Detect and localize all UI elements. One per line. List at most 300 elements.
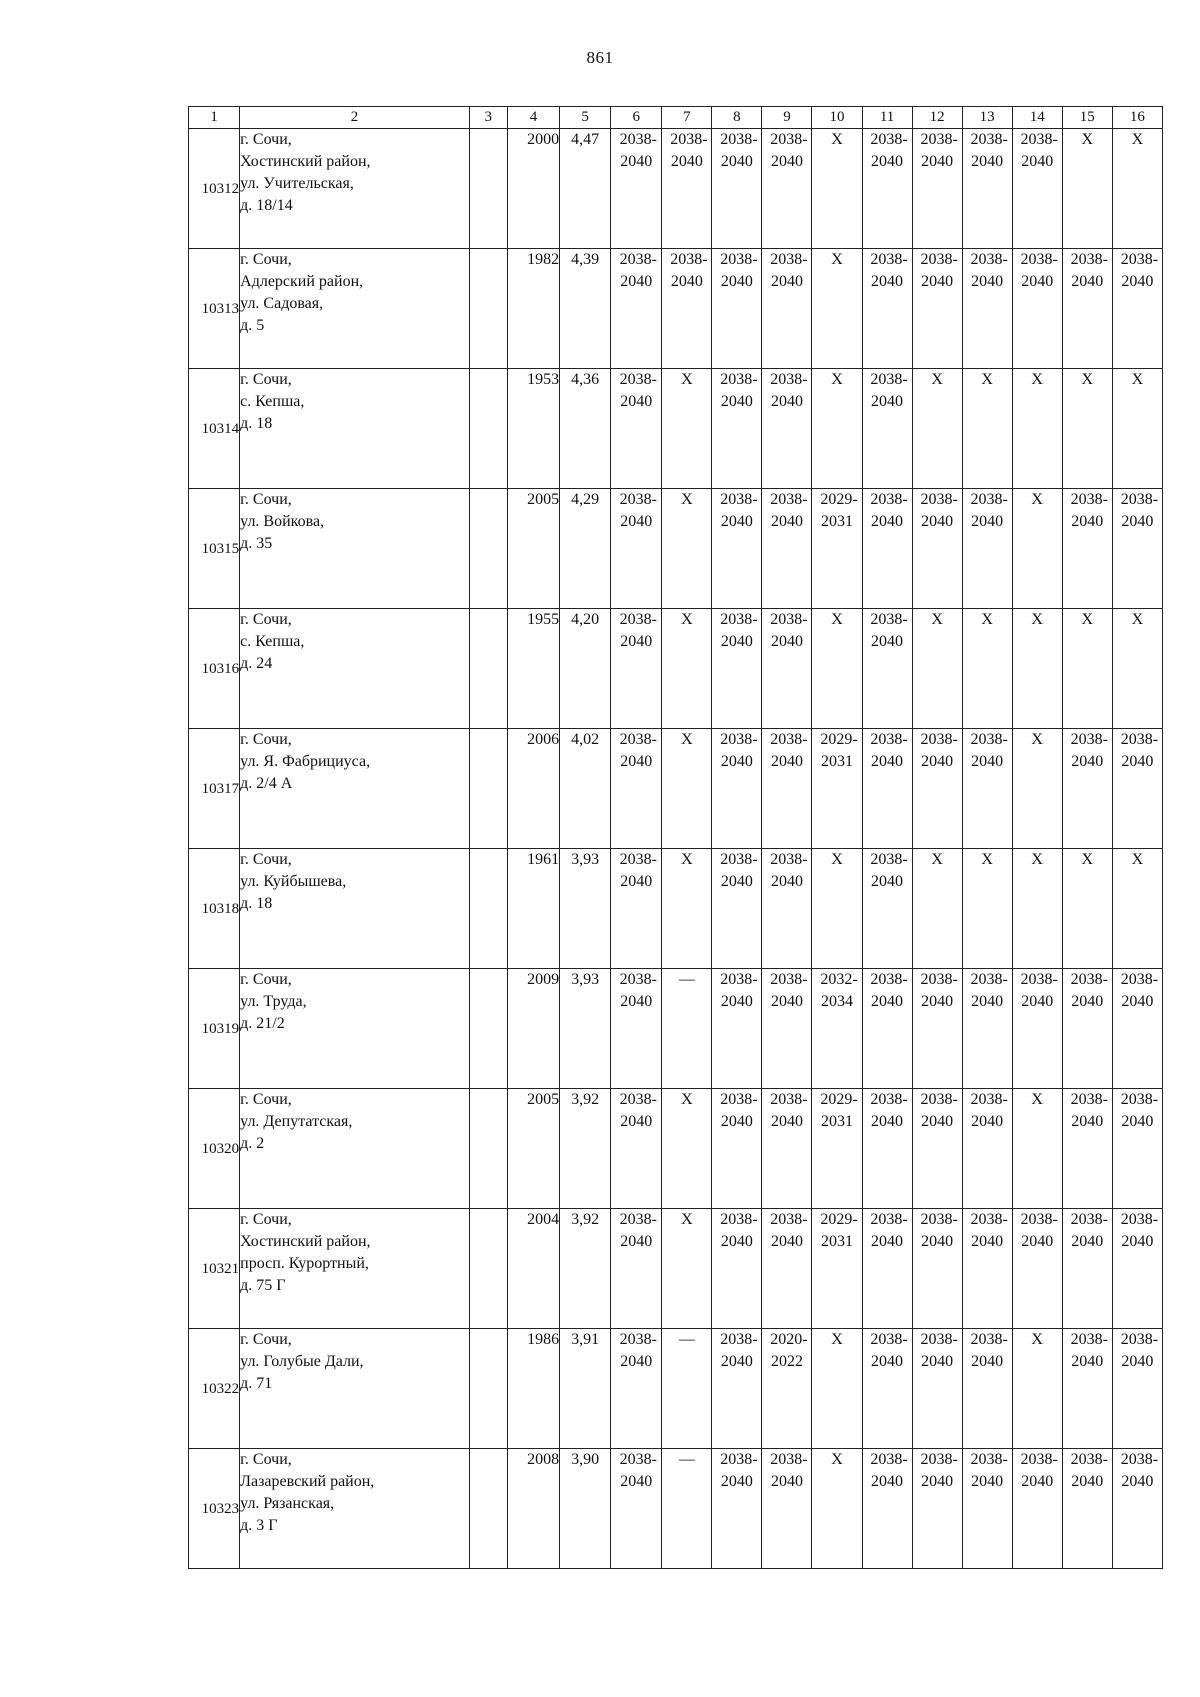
period-cell [1112, 129, 1162, 249]
period-start: 2038- [619, 491, 657, 508]
year-cell: 2006 [507, 729, 559, 849]
value-cell: 3,93 [560, 849, 611, 969]
year-cell: 2005 [507, 1089, 559, 1209]
period-start: 2038- [1020, 131, 1058, 148]
period-cell [762, 849, 812, 969]
period-start: X [681, 1211, 693, 1228]
period-cell [1062, 1449, 1112, 1569]
address-line: д. 18/14 [240, 197, 293, 214]
period-start: X [931, 611, 943, 628]
year-cell: 1955 [507, 609, 559, 729]
period-start: 2038- [970, 491, 1008, 508]
record-number: 10312 [189, 129, 240, 249]
period-end: 2040 [1121, 753, 1154, 770]
record-number: 10321 [189, 1209, 240, 1329]
address-line: д. 75 Г [240, 1277, 286, 1294]
address-line: д. 2 [240, 1135, 265, 1152]
period-cell [762, 729, 812, 849]
period-cell [912, 1329, 962, 1449]
address-cell [240, 129, 470, 249]
address-line: г. Сочи, [240, 731, 292, 748]
period-start: X [1031, 371, 1043, 388]
address-line: с. Кепша, [240, 393, 305, 410]
period-end: 2040 [921, 993, 954, 1010]
period-end: 2040 [1121, 1353, 1154, 1370]
period-cell [712, 1209, 762, 1329]
period-start: 2038- [770, 491, 808, 508]
period-cell [1062, 849, 1112, 969]
period-end: 2040 [1071, 753, 1104, 770]
period-cell [611, 849, 662, 969]
column-3-cell [469, 129, 507, 249]
value-cell: 4,36 [560, 369, 611, 489]
period-cell [1012, 1449, 1062, 1569]
period-cell [1062, 489, 1112, 609]
period-start: X [831, 1451, 843, 1468]
period-cell [1012, 1089, 1062, 1209]
period-end: 2040 [871, 1473, 904, 1490]
period-end: 2040 [921, 1353, 954, 1370]
period-cell [812, 1209, 862, 1329]
period-cell [862, 1089, 912, 1209]
period-end: 2040 [770, 153, 803, 170]
address-line: просп. Курортный, [240, 1255, 369, 1272]
period-start: 2038- [770, 251, 808, 268]
period-start: 2038- [870, 611, 908, 628]
period-cell [1112, 369, 1162, 489]
period-start: 2038- [770, 851, 808, 868]
period-cell [862, 129, 912, 249]
period-cell [962, 609, 1012, 729]
period-end: 2040 [971, 1473, 1004, 1490]
period-end: 2022 [770, 1353, 803, 1370]
period-end: 2040 [720, 753, 753, 770]
period-cell [912, 609, 962, 729]
period-end: 2040 [1071, 1113, 1104, 1130]
period-end: 2040 [971, 1113, 1004, 1130]
period-start: 2038- [1120, 1451, 1159, 1468]
period-end: 2040 [1071, 1233, 1104, 1250]
address-line: Адлерский район, [240, 273, 364, 290]
period-cell [1062, 129, 1112, 249]
period-cell [611, 1089, 662, 1209]
column-header: 12 [912, 107, 962, 129]
period-end: 2040 [1021, 273, 1054, 290]
address-line: Лазаревский район, [240, 1473, 375, 1490]
period-end: 2040 [1071, 273, 1104, 290]
period-cell [912, 249, 962, 369]
record-number: 10315 [189, 489, 240, 609]
period-cell [962, 1209, 1012, 1329]
period-cell [1112, 1209, 1162, 1329]
period-end: 2040 [1071, 993, 1104, 1010]
period-start: 2029- [820, 1211, 858, 1228]
period-start: 2038- [619, 131, 657, 148]
address-line: г. Сочи, [240, 1211, 292, 1228]
period-cell [1012, 369, 1062, 489]
year-cell: 2008 [507, 1449, 559, 1569]
period-cell [762, 969, 812, 1089]
period-start: 2038- [720, 1091, 758, 1108]
period-cell [1062, 369, 1112, 489]
value-cell: 3,92 [560, 1089, 611, 1209]
period-end: 2040 [720, 153, 753, 170]
period-start: 2038- [720, 611, 758, 628]
period-end: 2040 [871, 1353, 904, 1370]
period-cell [762, 1329, 812, 1449]
period-end: 2040 [1071, 1473, 1104, 1490]
period-start: 2038- [720, 251, 758, 268]
address-line: ул. Я. Фабрициуса, [240, 753, 371, 770]
period-cell [812, 1329, 862, 1449]
period-end: 2040 [1121, 993, 1154, 1010]
period-start: 2038- [920, 1211, 958, 1228]
period-cell [1112, 969, 1162, 1089]
period-start: 2038- [720, 971, 758, 988]
period-cell [712, 489, 762, 609]
period-start: 2029- [820, 1091, 858, 1108]
period-end: 2040 [770, 273, 803, 290]
period-cell [812, 1449, 862, 1569]
period-start: 2038- [770, 731, 808, 748]
address-cell [240, 249, 470, 369]
period-cell [812, 129, 862, 249]
period-start: 2038- [870, 1211, 908, 1228]
period-cell [611, 1329, 662, 1449]
period-start: 2038- [720, 131, 758, 148]
period-start: X [931, 371, 943, 388]
year-cell: 1982 [507, 249, 559, 369]
registry-table [188, 106, 1163, 1569]
period-end: 2031 [821, 513, 853, 530]
period-start: 2038- [870, 371, 908, 388]
period-start: 2038- [870, 971, 908, 988]
period-start: 2038- [1070, 971, 1108, 988]
period-start: 2038- [870, 491, 908, 508]
period-start: 2038- [1120, 1211, 1159, 1228]
period-end: 2040 [971, 153, 1004, 170]
period-start: 2038- [619, 251, 657, 268]
period-cell [712, 729, 762, 849]
period-cell [1112, 1449, 1162, 1569]
period-start: X [1081, 371, 1094, 388]
period-start: X [831, 371, 843, 388]
address-line: г. Сочи, [240, 1091, 292, 1108]
period-end: 2040 [720, 1353, 753, 1370]
period-end: 2040 [971, 993, 1004, 1010]
column-header: 11 [862, 107, 912, 129]
period-start: X [681, 731, 693, 748]
period-cell [1012, 729, 1062, 849]
period-cell [1112, 849, 1162, 969]
period-cell [762, 369, 812, 489]
period-end: 2040 [620, 273, 653, 290]
period-end: 2040 [720, 513, 753, 530]
period-cell [912, 369, 962, 489]
period-cell [1012, 969, 1062, 1089]
period-end: 2031 [821, 1113, 853, 1130]
period-start: — [678, 971, 695, 988]
period-end: 2040 [921, 1113, 954, 1130]
period-start: 2038- [1020, 971, 1058, 988]
period-cell [762, 1449, 812, 1569]
address-line: г. Сочи, [240, 251, 292, 268]
period-start: 2038- [870, 731, 908, 748]
column-3-cell [469, 369, 507, 489]
period-start: 2038- [970, 251, 1008, 268]
value-cell: 4,29 [560, 489, 611, 609]
period-end: 2040 [620, 633, 653, 650]
table-row [189, 969, 1163, 1089]
period-start: 2038- [770, 371, 808, 388]
period-start: 2032- [820, 971, 858, 988]
period-end: 2040 [1071, 1353, 1104, 1370]
period-cell [812, 849, 862, 969]
column-3-cell [469, 969, 507, 1089]
period-end: 2040 [1121, 513, 1154, 530]
period-start: 2038- [870, 1331, 908, 1348]
period-cell [1062, 249, 1112, 369]
period-end: 2040 [871, 633, 904, 650]
period-end: 2040 [1021, 993, 1054, 1010]
value-cell: 4,02 [560, 729, 611, 849]
period-cell [1062, 729, 1112, 849]
period-start: 2038- [920, 131, 958, 148]
period-cell [712, 1089, 762, 1209]
period-start: 2038- [720, 371, 758, 388]
period-start: 2038- [770, 971, 808, 988]
year-cell: 1986 [507, 1329, 559, 1449]
period-start: X [1081, 851, 1094, 868]
address-cell [240, 729, 470, 849]
period-end: 2040 [921, 273, 954, 290]
period-start: 2038- [720, 851, 758, 868]
period-cell [1112, 249, 1162, 369]
table-row [189, 249, 1163, 369]
period-end: 2040 [1021, 1473, 1054, 1490]
value-cell: 3,93 [560, 969, 611, 1089]
period-cell [912, 729, 962, 849]
column-header: 5 [560, 107, 611, 129]
period-start: X [831, 851, 843, 868]
period-start: 2038- [619, 1211, 657, 1228]
year-cell: 2004 [507, 1209, 559, 1329]
period-start: 2038- [619, 1091, 657, 1108]
address-cell [240, 369, 470, 489]
period-start: 2038- [920, 1091, 958, 1108]
period-cell [611, 489, 662, 609]
period-start: 2038- [920, 491, 958, 508]
period-cell [862, 1209, 912, 1329]
period-start: 2038- [720, 491, 758, 508]
period-cell [962, 1329, 1012, 1449]
table-row [189, 729, 1163, 849]
period-end: 2040 [921, 1233, 954, 1250]
period-start: 2029- [820, 491, 858, 508]
period-cell [662, 489, 712, 609]
period-cell [662, 1329, 712, 1449]
table-row [189, 489, 1163, 609]
period-start: 2038- [920, 1451, 958, 1468]
period-end: 2040 [720, 1473, 753, 1490]
address-line: д. 18 [240, 415, 273, 432]
period-cell [962, 1089, 1012, 1209]
period-end: 2040 [720, 1113, 753, 1130]
period-cell [762, 489, 812, 609]
year-cell: 2000 [507, 129, 559, 249]
column-header: 1 [189, 107, 240, 129]
period-cell [712, 1449, 762, 1569]
period-cell [812, 609, 862, 729]
period-start: X [681, 611, 693, 628]
period-cell [662, 129, 712, 249]
address-cell [240, 1089, 470, 1209]
period-start: 2038- [1070, 251, 1108, 268]
period-start: 2038- [1120, 731, 1159, 748]
table-row [189, 1329, 1163, 1449]
period-cell [712, 129, 762, 249]
table-row [189, 129, 1163, 249]
period-start: 2038- [1070, 1331, 1108, 1348]
period-cell [662, 609, 712, 729]
period-start: 2038- [720, 1211, 758, 1228]
column-3-cell [469, 1449, 507, 1569]
column-3-cell [469, 849, 507, 969]
column-header: 15 [1062, 107, 1112, 129]
period-start: 2038- [1020, 251, 1058, 268]
period-end: 2040 [971, 1353, 1004, 1370]
period-cell [662, 1089, 712, 1209]
period-cell [611, 729, 662, 849]
address-line: ул. Учительская, [240, 175, 354, 192]
table-row [189, 369, 1163, 489]
period-cell [662, 969, 712, 1089]
period-cell [1012, 609, 1062, 729]
period-end: 2040 [921, 753, 954, 770]
period-end: 2040 [971, 273, 1004, 290]
address-line: с. Кепша, [240, 633, 305, 650]
period-end: 2040 [770, 1233, 803, 1250]
column-3-cell [469, 249, 507, 369]
period-cell [611, 609, 662, 729]
period-cell [962, 849, 1012, 969]
record-number: 10317 [189, 729, 240, 849]
address-line: г. Сочи, [240, 491, 292, 508]
period-start: X [1031, 491, 1043, 508]
period-end: 2040 [1121, 273, 1154, 290]
period-end: 2040 [720, 1233, 753, 1250]
year-cell: 1961 [507, 849, 559, 969]
period-cell [862, 489, 912, 609]
period-end: 2040 [620, 393, 653, 410]
period-cell [962, 369, 1012, 489]
period-cell [812, 1089, 862, 1209]
period-cell [1112, 1329, 1162, 1449]
period-end: 2040 [720, 273, 753, 290]
period-end: 2040 [670, 273, 703, 290]
period-end: 2040 [770, 1473, 803, 1490]
period-cell [1012, 129, 1062, 249]
period-start: X [931, 851, 943, 868]
address-cell [240, 609, 470, 729]
value-cell: 4,20 [560, 609, 611, 729]
period-end: 2040 [971, 753, 1004, 770]
period-cell [1062, 1089, 1112, 1209]
period-end: 2040 [971, 1233, 1004, 1250]
period-cell [812, 489, 862, 609]
value-cell: 3,90 [560, 1449, 611, 1569]
period-end: 2040 [770, 633, 803, 650]
period-cell [1012, 1209, 1062, 1329]
period-start: X [981, 611, 993, 628]
period-start: 2038- [670, 251, 708, 268]
period-cell [662, 1449, 712, 1569]
period-start: 2038- [970, 131, 1008, 148]
record-number: 10320 [189, 1089, 240, 1209]
period-cell [762, 609, 812, 729]
period-start: 2038- [770, 611, 808, 628]
column-header: 9 [762, 107, 812, 129]
value-cell: 3,91 [560, 1329, 611, 1449]
period-start: X [681, 371, 693, 388]
period-cell [912, 129, 962, 249]
period-cell [712, 969, 762, 1089]
period-start: 2038- [970, 731, 1008, 748]
period-end: 2040 [921, 1473, 954, 1490]
period-start: X [981, 371, 993, 388]
period-start: X [1031, 731, 1043, 748]
value-cell: 3,92 [560, 1209, 611, 1329]
period-end: 2040 [1021, 1233, 1054, 1250]
period-end: 2040 [871, 393, 904, 410]
address-line: д. 71 [240, 1375, 273, 1392]
period-cell [912, 1449, 962, 1569]
period-start: 2038- [619, 1451, 657, 1468]
period-end: 2040 [871, 1113, 904, 1130]
period-cell [611, 1449, 662, 1569]
table-row [189, 1089, 1163, 1209]
period-end: 2040 [1021, 153, 1054, 170]
address-line: ул. Войкова, [240, 513, 325, 530]
period-start: 2038- [970, 971, 1008, 988]
period-cell [812, 969, 862, 1089]
period-cell [862, 1449, 912, 1569]
address-line: Хостинский район, [240, 1233, 371, 1250]
period-cell [862, 609, 912, 729]
period-end: 2040 [871, 873, 904, 890]
record-number: 10319 [189, 969, 240, 1089]
period-end: 2040 [1121, 1233, 1154, 1250]
period-start: 2038- [670, 131, 708, 148]
period-start: 2038- [920, 1331, 958, 1348]
period-cell [1062, 1329, 1112, 1449]
column-header: 7 [662, 107, 712, 129]
period-cell [662, 369, 712, 489]
column-header: 6 [611, 107, 662, 129]
period-start: 2038- [920, 971, 958, 988]
table-row [189, 849, 1163, 969]
period-start: 2038- [870, 131, 908, 148]
period-cell [662, 729, 712, 849]
period-start: 2038- [920, 731, 958, 748]
period-start: 2038- [1120, 491, 1159, 508]
period-end: 2040 [620, 1353, 653, 1370]
period-end: 2040 [770, 873, 803, 890]
period-start: X [681, 851, 693, 868]
period-end: 2040 [871, 1233, 904, 1250]
period-start: X [831, 611, 843, 628]
period-cell [1062, 1209, 1112, 1329]
